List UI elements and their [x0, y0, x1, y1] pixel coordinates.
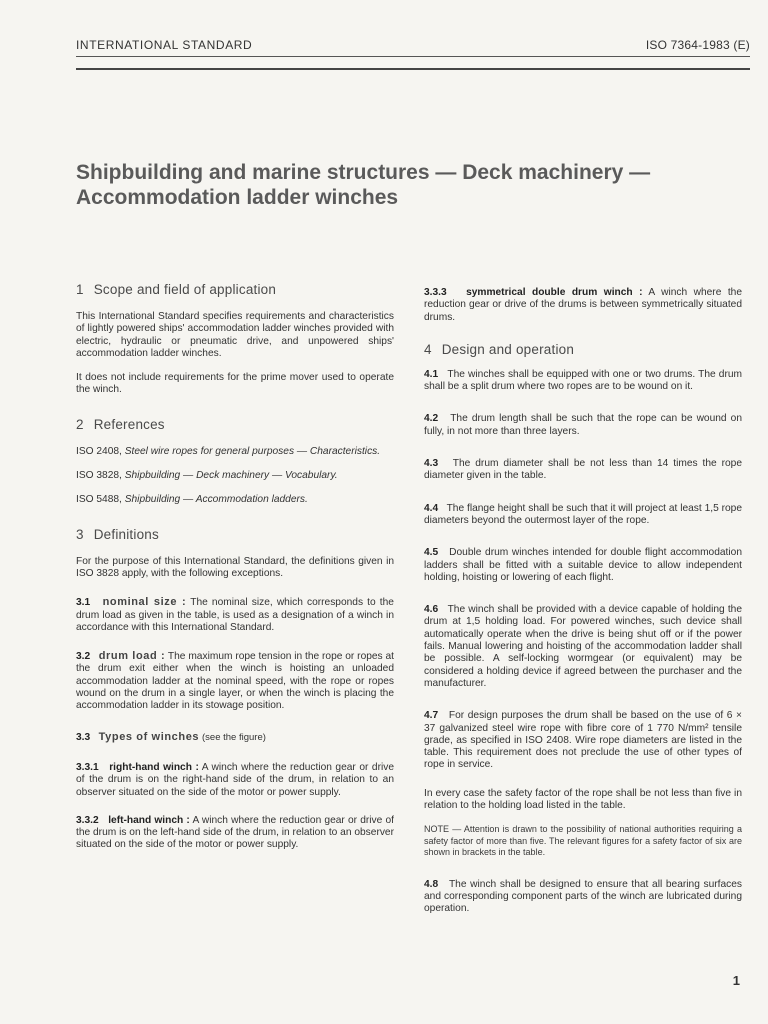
- definition-3-3-2: [76, 815, 394, 852]
- clause-4-2: [424, 413, 742, 438]
- clause-4-3: [424, 458, 742, 483]
- clause-number: 4.5: [424, 547, 439, 559]
- section-number: 1: [76, 282, 84, 297]
- clause-4-7-safety-factor: In every case the safety factor of the rope shall be not less than five in relation to the holding load listed in the table.: [424, 787, 742, 812]
- reference-code: ISO 3828,: [76, 470, 122, 482]
- reference-3: [76, 494, 394, 506]
- section-title: Scope and field of application: [93, 282, 277, 297]
- reference-2: [76, 470, 394, 482]
- page-number: 1: [732, 973, 740, 988]
- clause-number: 3.3.2: [76, 814, 99, 826]
- section-3-intro: For the purpose of this International Standard, the definitions given in ISO 3828 apply, with the following exceptions.: [76, 555, 394, 579]
- clause-number: 4.3: [424, 458, 439, 470]
- section-title: Definitions: [93, 526, 159, 542]
- header-rule-thin: [76, 56, 750, 57]
- definition-text: The nominal size, which corresponds to the drum load as given in the table, is used as a designation of a winch in accordance with this International Standard.: [76, 597, 394, 633]
- clause-text: The drum diameter shall be not less than 14 times the rope diameter given in the table.: [424, 458, 742, 482]
- clause-number: 3.1: [76, 597, 91, 609]
- section-title: Design and operation: [441, 341, 575, 357]
- definition-term: right-hand winch :: [109, 761, 199, 773]
- definition-term: left-hand winch :: [108, 814, 190, 826]
- right-column: [424, 287, 742, 927]
- clause-4-7: [424, 710, 742, 771]
- header-standard-number: ISO 7364-1983 (E): [645, 38, 750, 52]
- definition-term: nominal size :: [102, 596, 187, 609]
- clause-number: 3.3.1: [76, 761, 99, 773]
- definition-3-3: [76, 731, 394, 744]
- definition-3-1: [76, 596, 394, 634]
- clause-text: The winch shall be provided with a device capable of holding the drum at 1,5 holding load. For powered winches, such device shall automatically operate when the drive is being shut off or if the power fails. Manual lowering and hoisting of the accommodation ladder shall be possible. A self-locking wormgear (or equivalent) may be considered a holding device if agreed between the purchaser and the manufacturer.: [424, 604, 743, 689]
- clause-4-8: [424, 879, 742, 916]
- definition-text: A winch where the reduction gear or drive of the drum is on the left-hand side of the drum, in relation to an observer situated on the side of the motor or power supply.: [76, 814, 394, 851]
- definition-term: Types of winches: [98, 730, 200, 743]
- note: [424, 824, 742, 858]
- clause-number: 3.3: [76, 731, 91, 743]
- definition-3-3-1: [76, 762, 394, 799]
- section-3-heading: [76, 527, 394, 542]
- section-title: References: [93, 416, 165, 432]
- section-number: 4: [424, 341, 432, 357]
- reference-1: [76, 446, 394, 458]
- definition-term: symmetrical double drum winch :: [466, 287, 643, 298]
- clause-4-4: [424, 503, 742, 528]
- reference-code: ISO 5488,: [76, 494, 122, 506]
- left-column: [76, 282, 394, 864]
- reference-code: ISO 2408,: [76, 445, 122, 457]
- clause-4-6: [424, 604, 742, 690]
- clause-text: The winches shall be equipped with one or two drums. The drum shall be a split drum where two ropes are to be wound on it.: [424, 368, 742, 393]
- section-1-heading: [76, 282, 394, 297]
- document-title: [76, 160, 756, 210]
- note-label: NOTE —: [424, 824, 462, 835]
- section-2-heading: [76, 417, 394, 432]
- definition-text: The maximum rope tension in the rope or ropes at the drum exit either when the winch is hoisting an unloaded accommodation ladder at the nominal speed, with the rope or ropes wound on the drum in a single layer, or when the winch is placing the accommodation ladder in its stowage position.: [76, 651, 394, 712]
- clause-number: 4.7: [424, 710, 439, 722]
- clause-number: 4.8: [424, 878, 439, 890]
- clause-text: For design purposes the drum shall be based on the use of 6 × 37 galvanized steel wire rope with fibre core of 1 770 N/mm² tensile grade, as specified in ISO 2408. Wire rope diameters are listed in the table. This requirement does not preclude the use of other types of rope in service.: [424, 710, 742, 771]
- clause-text: The winch shall be designed to ensure that all bearing surfaces and corresponding component parts of the winch are lubricated during operation.: [424, 878, 743, 915]
- title-line-1: Shipbuilding and marine structures — Deck machinery —: [76, 161, 651, 184]
- section-1-paragraph-2: It does not include requirements for the prime mover used to operate the winch.: [76, 372, 394, 396]
- definition-text: A winch where the reduction gear or drive of the drums is between symmetrically situated drums.: [424, 287, 742, 323]
- clause-text: The drum length shall be such that the rope can be wound on fully, in not more than three layers.: [424, 413, 742, 437]
- reference-title: Shipbuilding — Deck machinery — Vocabulary.: [124, 470, 338, 482]
- clause-number: 3.2: [76, 651, 91, 663]
- note-text: Attention is drawn to the possibility of national authorities requiring a safety factor of more than five. The relevant figures for a safety factor of six are shown in brackets in the table.: [424, 824, 742, 858]
- clause-4-5: [424, 547, 742, 584]
- clause-number: 4.6: [424, 604, 439, 616]
- clause-number: 3.3.3: [424, 287, 447, 298]
- section-1-paragraph-1: This International Standard specifies requirements and characteristics of lightly powered ships' accommodation ladder winches provided with electric, hydraulic or pneumatic drive, and unpowered ships' accommodation ladder winches.: [76, 311, 394, 359]
- header-standard-label: INTERNATIONAL STANDARD: [76, 38, 253, 52]
- section-4-heading: [424, 342, 742, 357]
- header-rule-thick: [76, 68, 750, 70]
- clause-number: 4.4: [424, 502, 439, 514]
- reference-title: Steel wire ropes for general purposes — Characteristics.: [124, 445, 381, 457]
- definition-term: drum load :: [98, 650, 166, 663]
- clause-number: 4.2: [424, 413, 439, 425]
- section-number: 2: [76, 416, 84, 432]
- definition-text: A winch where the reduction gear or drive of the drum is on the right-hand side of the drum, in relation to an observer situated on the side of the motor or power supply.: [76, 761, 394, 798]
- clause-text: The flange height shall be such that it will project at least 1,5 rope diameters beyond the outermost layer of the rope.: [424, 502, 743, 526]
- definition-note: (see the figure): [202, 731, 266, 743]
- clause-4-1: [424, 369, 742, 394]
- definition-3-2: [76, 650, 394, 712]
- definition-3-3-3: [424, 287, 742, 324]
- section-number: 3: [76, 526, 84, 542]
- clause-text: Double drum winches intended for double flight accommodation ladders shall be fitted with a suitable device to allow independent holding, hoisting or lowering of each flight.: [424, 547, 742, 583]
- reference-title: Shipbuilding — Accommodation ladders.: [124, 494, 308, 506]
- title-line-2: Accommodation ladder winches: [76, 186, 399, 209]
- clause-number: 4.1: [424, 368, 439, 380]
